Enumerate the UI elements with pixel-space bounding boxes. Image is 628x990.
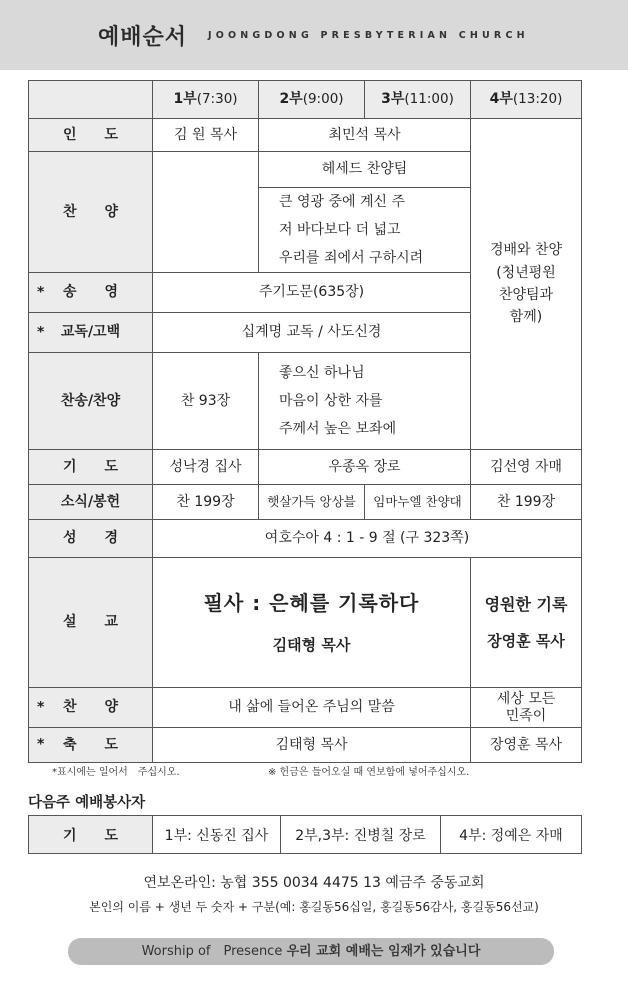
label-praise: 찬 양 — [29, 152, 153, 273]
row-lead — [29, 119, 582, 152]
church-name: JOONGDONG PRESBYTERIAN CHURCH — [208, 30, 529, 41]
next-week-service-1: 1부: 신동진 집사 — [153, 816, 281, 854]
label-sermon: 설 교 — [29, 558, 153, 688]
sermon-service-4-pastor: 장영훈 목사 — [487, 632, 565, 651]
row-scripture — [29, 520, 582, 558]
label-lead: 인 도 — [29, 119, 153, 152]
worship-order-table — [28, 80, 582, 763]
benediction-service-4: 장영훈 목사 — [471, 728, 582, 763]
label-prayer: 기 도 — [29, 450, 153, 485]
scripture-value: 여호수아 4 : 1 - 9 절 (구 323쪽) — [153, 520, 582, 558]
service-3-header: 3부(11:00) — [365, 81, 471, 119]
table-corner — [29, 81, 153, 119]
online-offering-account: 연보온라인: 농협 355 0034 4475 13 예금주 중동교회 — [143, 875, 485, 891]
offertory-service-4: 찬 199장 — [471, 485, 582, 520]
offertory-service-3: 임마누엘 찬양대 — [365, 485, 471, 520]
banner-korean: 우리 교회 예배는 임재가 있습니다 — [286, 944, 481, 959]
sermon-service-4 — [471, 558, 582, 688]
lead-service-1: 김 원 목사 — [153, 119, 259, 152]
prayer-service-1: 성낙경 집사 — [153, 450, 259, 485]
service-header-row — [29, 81, 582, 119]
row-prayer — [29, 450, 582, 485]
label-confession: * 교독/고백 — [29, 313, 153, 353]
benediction-value: 김태형 목사 — [153, 728, 471, 763]
note-stand: *표시에는 일어서 주십시오. — [52, 767, 180, 778]
closing-hymn-service-4: 세상 모든 민족이 — [471, 688, 582, 728]
closing-hymn-value: 내 삶에 들어온 주님의 말씀 — [153, 688, 471, 728]
next-week-label: 기 도 — [29, 816, 153, 854]
next-week-service-2-3: 2부,3부: 진병칠 장로 — [281, 816, 441, 854]
page-title: 예배순서 — [98, 25, 188, 50]
row-offertory — [29, 485, 582, 520]
hymn-songs: 좋으신 하나님 마음이 상한 자를 주께서 높은 보좌에 — [259, 353, 471, 450]
sermon-title: 필사 : 은혜를 기록하다 — [203, 590, 420, 615]
next-week-service-4: 4부: 정예은 자매 — [441, 816, 582, 854]
label-benediction: * 축 도 — [29, 728, 153, 763]
service-2-header: 2부(9:00) — [259, 81, 365, 119]
note-offering: ※ 헌금은 들어오실 때 연보함에 넣어주십시오. — [268, 767, 470, 778]
next-week-title: 다음주 예배봉사자 — [28, 795, 146, 811]
label-doxology: * 송 영 — [29, 273, 153, 313]
praise-team: 헤세드 찬양팀 — [259, 152, 471, 188]
praise-songs: 큰 영광 중에 계신 주 저 바다보다 더 넓고 우리를 죄에서 구하시려 — [259, 188, 471, 273]
label-hymn: 찬송/찬양 — [29, 353, 153, 450]
doxology-value: 주기도문(635장) — [153, 273, 471, 313]
lead-service-2-3: 최민석 목사 — [259, 119, 471, 152]
prayer-service-2-3: 우종옥 장로 — [259, 450, 471, 485]
sermon-pastor: 김태형 목사 — [272, 635, 351, 654]
next-week-table — [28, 815, 582, 854]
prayer-service-4: 김선영 자매 — [471, 450, 582, 485]
sermon-main — [153, 558, 471, 688]
footer-banner — [68, 938, 554, 965]
row-closing-hymn — [29, 688, 582, 728]
hymn-service-1: 찬 93장 — [153, 353, 259, 450]
row-benediction — [29, 728, 582, 763]
praise-service-1 — [153, 152, 259, 273]
label-offertory: 소식/봉헌 — [29, 485, 153, 520]
service-4-header: 4부(13:20) — [471, 81, 582, 119]
service-1-header: 1부(7:30) — [153, 81, 259, 119]
label-scripture: 성 경 — [29, 520, 153, 558]
online-offering-instructions: 본인의 이름 + 생년 두 숫자 + 구분(예: 홍길동56십일, 홍길동56감사, 홍길동56선교) — [89, 900, 539, 914]
label-closing-hymn: * 찬 양 — [29, 688, 153, 728]
banner-english: Worship of Presence — [141, 944, 283, 959]
service-4-praise: 경배와 찬양 (청년평원 찬양팀과 함께) — [471, 119, 582, 450]
row-sermon — [29, 558, 582, 688]
header-bar — [0, 0, 628, 70]
confession-value: 십계명 교독 / 사도신경 — [153, 313, 471, 353]
sermon-service-4-title: 영원한 기록 — [484, 594, 568, 614]
offertory-service-1: 찬 199장 — [153, 485, 259, 520]
next-week-row — [29, 816, 582, 854]
offertory-service-2: 햇살가득 앙상블 — [259, 485, 365, 520]
